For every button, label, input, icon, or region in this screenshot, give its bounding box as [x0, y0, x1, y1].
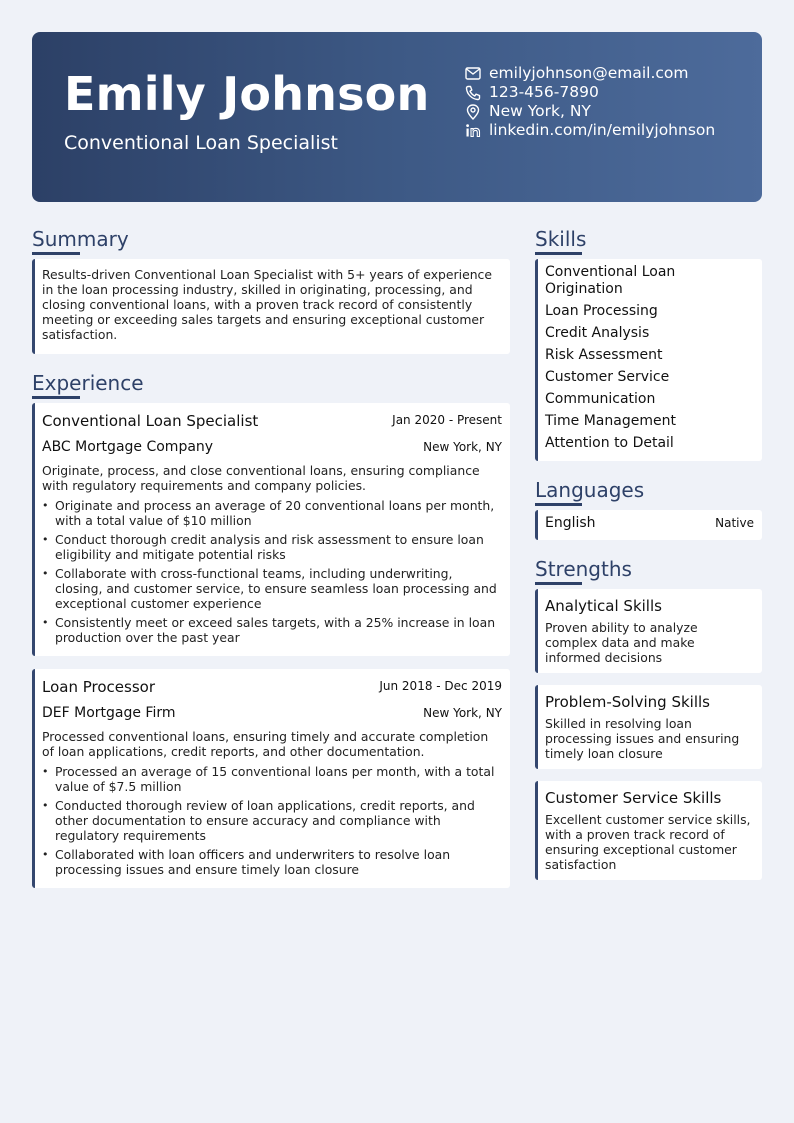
candidate-name: Emily Johnson	[64, 67, 430, 121]
contact-location-text: New York, NY	[489, 102, 591, 120]
summary-text: Results-driven Conventional Loan Specialist with 5+ years of experience in the loan processing industry, skilled in originating, processing, and closing conventional loans, with a proven track record of consistently meeting or exceeding sales targets and ensuring exceptional customer satisfaction.	[42, 267, 492, 342]
summary-heading: Summary	[32, 227, 129, 251]
skills-heading: Skills	[535, 227, 587, 251]
skills-list	[545, 264, 756, 457]
strengths-heading: Strengths	[535, 557, 632, 581]
strength-card	[535, 685, 762, 769]
contact-phone[interactable]	[464, 83, 715, 102]
job-description: Processed conventional loans, ensuring timely and accurate completion of loan applications, credit reports, and other documentation.	[42, 729, 489, 759]
job-description: Originate, process, and close conventional loans, ensuring compliance with regulatory requirements and company policies.	[42, 463, 480, 493]
job-card	[32, 403, 510, 656]
email-icon	[464, 66, 482, 82]
skill-item: Customer Service	[545, 369, 670, 385]
skill-item: Loan Processing	[545, 303, 658, 319]
linkedin-icon	[464, 123, 482, 139]
language-card	[535, 510, 762, 540]
strength-title: Problem-Solving Skills	[545, 693, 710, 711]
job-bullet: • Collaborate with cross-functional teams, including underwriting, closing, and customer service, to ensure seamless loan processing and exceptional customer experience	[42, 566, 503, 611]
job-bullet: • Consistently meet or exceed sales targets, with a 25% increase in loan production over the past year	[42, 615, 503, 645]
strength-text: Proven ability to analyze complex data and make informed decisions	[545, 620, 698, 665]
skill-item: Credit Analysis	[545, 325, 650, 341]
strength-card	[535, 781, 762, 880]
strength-text: Excellent customer service skills, with a proven track record of ensuring exceptional customer satisfaction	[545, 812, 751, 872]
job-bullet: • Processed an average of 15 conventional loans per month, with a total value of $7.5 million	[42, 764, 503, 794]
skill-item: Attention to Detail	[545, 435, 674, 451]
job-bullets	[42, 498, 503, 649]
resume-header	[32, 32, 762, 202]
strength-title: Analytical Skills	[545, 597, 662, 615]
summary-card	[32, 259, 510, 354]
contact-linkedin[interactable]	[464, 121, 715, 140]
contact-list	[464, 64, 715, 140]
skill-item: Communication	[545, 391, 656, 407]
contact-linkedin-text: linkedin.com/in/emilyjohnson	[489, 121, 716, 139]
strengths-underline	[535, 582, 582, 585]
language-name: English	[545, 515, 596, 531]
location-icon	[464, 104, 482, 120]
job-bullet: • Conduct thorough credit analysis and risk assessment to ensure loan eligibility and mitigate potential risks	[42, 532, 503, 562]
strength-title: Customer Service Skills	[545, 789, 722, 807]
summary-underline	[32, 252, 80, 255]
job-title: Conventional Loan Specialist	[42, 412, 259, 430]
contact-location	[464, 102, 715, 121]
experience-underline	[32, 396, 80, 399]
language-level: Native	[715, 516, 754, 530]
languages-heading: Languages	[535, 478, 645, 502]
skills-underline	[535, 252, 582, 255]
job-company: DEF Mortgage Firm	[42, 705, 176, 721]
job-bullet: • Conducted thorough review of loan applications, credit reports, and other documentation to ensure accuracy and compliance with regulatory requirements	[42, 798, 503, 843]
job-company: ABC Mortgage Company	[42, 439, 214, 455]
skill-item: Risk Assessment	[545, 347, 663, 363]
strength-card	[535, 589, 762, 673]
job-location: New York, NY	[423, 440, 502, 454]
contact-phone-text: 123-456-7890	[489, 83, 599, 101]
job-bullet: • Originate and process an average of 20 conventional loans per month, with a total value of $10 million	[42, 498, 503, 528]
job-dates: Jan 2020 - Present	[392, 413, 502, 427]
experience-heading: Experience	[32, 371, 144, 395]
languages-underline	[535, 503, 582, 506]
strength-text: Skilled in resolving loan processing issues and ensuring timely loan closure	[545, 716, 740, 761]
job-bullets	[42, 764, 503, 881]
skill-item: Conventional Loan Origination	[545, 264, 676, 297]
job-card	[32, 669, 510, 888]
contact-email-text: emilyjohnson@email.com	[489, 64, 689, 82]
candidate-role: Conventional Loan Specialist	[64, 132, 338, 154]
contact-email[interactable]	[464, 64, 715, 83]
phone-icon	[464, 85, 482, 101]
skill-item: Time Management	[545, 413, 676, 429]
job-dates: Jun 2018 - Dec 2019	[379, 679, 502, 693]
job-bullet: • Collaborated with loan officers and underwriters to resolve loan processing issues and ensure timely loan closure	[42, 847, 503, 877]
job-title: Loan Processor	[42, 678, 155, 696]
skills-card	[535, 259, 762, 461]
job-location: New York, NY	[423, 706, 502, 720]
